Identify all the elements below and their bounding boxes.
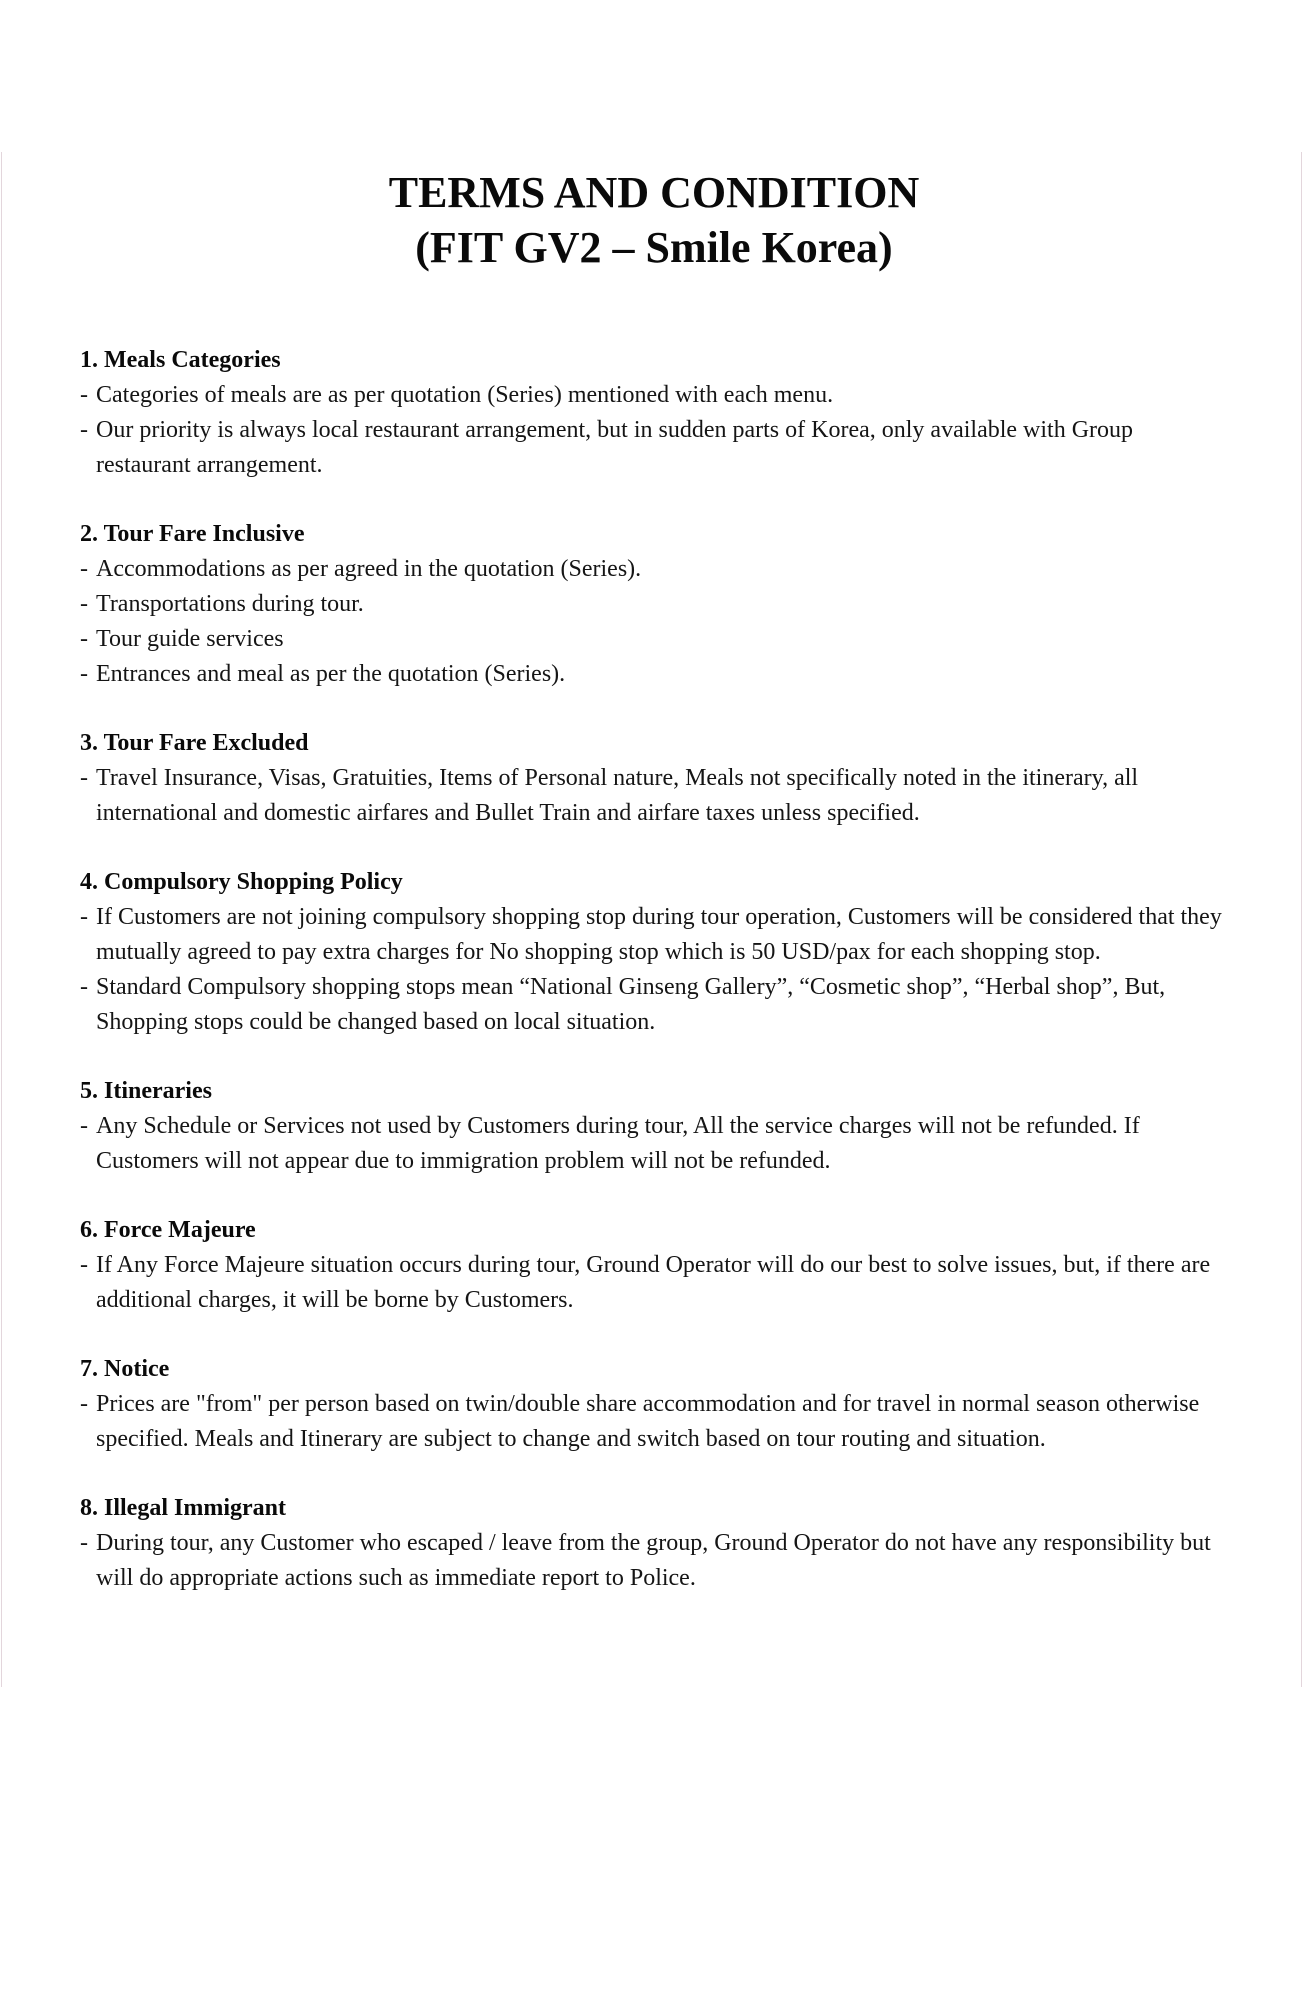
bullet-text: Entrances and meal as per the quotation (Series). [96, 661, 566, 687]
section-heading: 5. Itineraries [80, 1078, 212, 1104]
bullet-item [80, 1248, 1230, 1318]
section-meals-categories [80, 343, 1230, 483]
document-title [0, 165, 1308, 275]
bullet-item [80, 1387, 1230, 1457]
section-compulsory-shopping-policy [80, 865, 1230, 1040]
title-line-2: (FIT GV2 – Smile Korea) [415, 223, 893, 272]
title-line-1: TERMS AND CONDITION [388, 168, 920, 217]
bullet-text: If Customers are not joining compulsory shopping stop during tour operation, Customers will be considered that they mutually agreed to pay extra charges for No shopping stop which is 50 USD/pax for each shopping stop. [96, 904, 1222, 965]
terms-content [80, 343, 1230, 1630]
bullet-marker: - [80, 591, 88, 617]
section-illegal-immigrant [80, 1491, 1230, 1596]
bullet-marker: - [80, 1252, 88, 1278]
bullet-text: Accommodations as per agreed in the quotation (Series). [96, 556, 642, 582]
bullet-marker: - [80, 1391, 88, 1417]
bullet-text: During tour, any Customer who escaped / leave from the group, Ground Operator do not have any responsibility but will do appropriate actions such as immediate report to Police. [96, 1530, 1211, 1591]
bullet-marker: - [80, 904, 88, 930]
bullet-item [80, 1526, 1230, 1596]
section-heading: 3. Tour Fare Excluded [80, 730, 309, 756]
bullet-item [80, 622, 1230, 657]
bullet-marker: - [80, 417, 88, 443]
section-heading: 1. Meals Categories [80, 347, 281, 373]
bullet-marker: - [80, 1530, 88, 1556]
bullet-item [80, 1109, 1230, 1179]
bullet-item [80, 413, 1230, 483]
bullet-text: Tour guide services [96, 626, 284, 652]
section-heading: 6. Force Majeure [80, 1217, 256, 1243]
bullet-marker: - [80, 556, 88, 582]
bullet-marker: - [80, 765, 88, 791]
bullet-text: Transportations during tour. [96, 591, 364, 617]
section-notice [80, 1352, 1230, 1457]
bullet-item [80, 552, 1230, 587]
bullet-text: Travel Insurance, Visas, Gratuities, Items of Personal nature, Meals not specifically noted in the itinerary, all international and domestic airfares and Bullet Train and airfare taxes unless specified. [96, 765, 1139, 826]
bullet-item [80, 378, 1230, 413]
bullet-marker: - [80, 382, 88, 408]
bullet-marker: - [80, 1113, 88, 1139]
bullet-item [80, 761, 1230, 831]
bullet-item [80, 657, 1230, 692]
bullet-text: Our priority is always local restaurant arrangement, but in sudden parts of Korea, only available with Group restaurant arrangement. [96, 417, 1134, 478]
section-tour-fare-excluded [80, 726, 1230, 831]
section-itineraries [80, 1074, 1230, 1179]
bullet-marker: - [80, 626, 88, 652]
section-heading: 2. Tour Fare Inclusive [80, 521, 305, 547]
bullet-item [80, 587, 1230, 622]
bullet-text: Prices are "from" per person based on twin/double share accommodation and for travel in normal season otherwise specified. Meals and Itinerary are subject to change and switch based on tour routing and situation. [96, 1391, 1200, 1452]
bullet-item [80, 970, 1230, 1040]
bullet-marker: - [80, 974, 88, 1000]
bullet-marker: - [80, 661, 88, 687]
bullet-text: Categories of meals are as per quotation (Series) mentioned with each menu. [96, 382, 834, 408]
bullet-item [80, 900, 1230, 970]
bullet-text: If Any Force Majeure situation occurs during tour, Ground Operator will do our best to solve issues, but, if there are additional charges, it will be borne by Customers. [96, 1252, 1211, 1313]
bullet-text: Any Schedule or Services not used by Customers during tour, All the service charges will not be refunded. If Customers will not appear due to immigration problem will not be refunded. [96, 1113, 1140, 1174]
section-heading: 8. Illegal Immigrant [80, 1495, 286, 1521]
section-heading: 7. Notice [80, 1356, 170, 1382]
bullet-text: Standard Compulsory shopping stops mean “National Ginseng Gallery”, “Cosmetic shop”, “Herbal shop”, But, Shopping stops could be changed based on local situation. [96, 974, 1166, 1035]
section-force-majeure [80, 1213, 1230, 1318]
section-heading: 4. Compulsory Shopping Policy [80, 869, 403, 895]
section-tour-fare-inclusive [80, 517, 1230, 692]
